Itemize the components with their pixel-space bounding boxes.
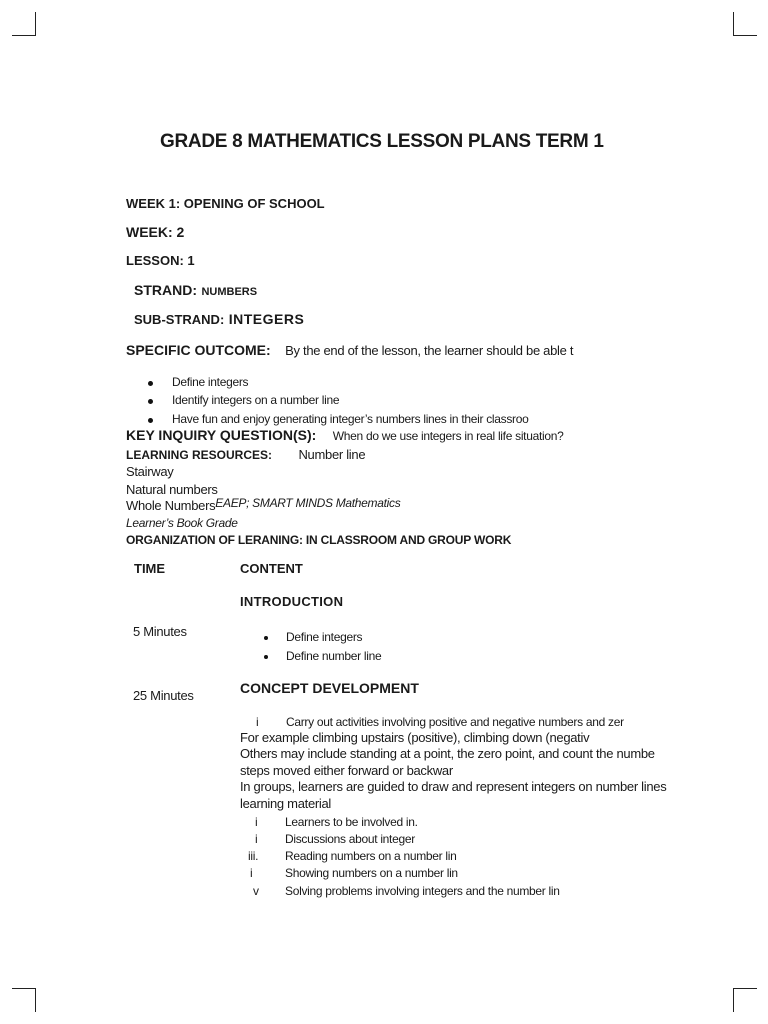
concept-list-item: Showing numbers on a number lin <box>285 866 458 880</box>
crop-mark-top-right <box>733 12 757 36</box>
substrand-value: INTEGERS <box>228 311 305 327</box>
bullet-icon <box>264 636 268 640</box>
outcome-item-1: Define integers <box>172 375 249 389</box>
intro-heading: INTRODUCTION <box>240 594 344 609</box>
concept-paragraph-line: steps moved either forward or backwar <box>240 763 453 778</box>
outcome-label: SPECIFIC OUTCOME: <box>126 342 271 358</box>
concept-list-numeral: iii. <box>248 849 259 863</box>
resource-book-1: EAEP; SMART MINDS Mathematics <box>215 496 401 510</box>
concept-list-numeral: v <box>253 884 259 898</box>
resource-book-2: Learner’s Book Grade <box>126 516 238 530</box>
intro-item-1: Define integers <box>286 630 363 644</box>
bullet-icon <box>264 655 268 659</box>
outcome-line <box>126 342 573 360</box>
resources-label: LEARNING RESOURCES: <box>126 448 273 462</box>
outcome-item-2: Identify integers on a number line <box>172 393 340 407</box>
concept-paragraph-line: learning material <box>240 796 332 811</box>
inquiry-line <box>126 427 564 445</box>
bullet-icon <box>148 381 153 386</box>
resources-line <box>126 446 365 464</box>
concept-paragraph-line: For example climbing upstairs (positive), climbing down (negativ <box>240 730 590 745</box>
concept-list-numeral: i <box>250 866 253 880</box>
strand-value: NUMBERS <box>201 286 258 298</box>
intro-time: 5 Minutes <box>133 624 187 639</box>
outcome-item-3: Have fun and enjoy generating integer’s numbers lines in their classroo <box>172 412 529 426</box>
bullet-icon <box>148 418 153 423</box>
page-title: GRADE 8 MATHEMATICS LESSON PLANS TERM 1 <box>160 131 604 152</box>
inquiry-text: When do we use integers in real life situation? <box>332 429 564 443</box>
concept-first-numeral: i <box>256 715 259 729</box>
crop-mark-bottom-left <box>12 988 36 1012</box>
strand-line <box>134 282 257 300</box>
week2-line: WEEK: 2 <box>126 224 185 240</box>
substrand-line <box>134 311 304 329</box>
outcome-text: By the end of the lesson, the learner should be able t <box>285 343 574 358</box>
resource-item: Whole Numbers <box>126 498 216 513</box>
substrand-label: SUB-STRAND: <box>134 312 225 327</box>
concept-heading: CONCEPT DEVELOPMENT <box>240 680 419 696</box>
crop-mark-bottom-right <box>733 988 757 1012</box>
concept-time: 25 Minutes <box>133 688 194 703</box>
col-time-header: TIME <box>134 561 166 576</box>
concept-list-item: Learners to be involved in. <box>285 815 418 829</box>
inquiry-label: KEY INQUIRY QUESTION(S): <box>126 427 317 443</box>
concept-first-item: Carry out activities involving positive and negative numbers and zer <box>286 715 624 729</box>
intro-item-2: Define number line <box>286 649 382 663</box>
concept-list-item: Solving problems involving integers and the number lin <box>285 884 560 898</box>
col-content-header: CONTENT <box>240 561 303 576</box>
concept-list-item: Reading numbers on a number lin <box>285 849 457 863</box>
concept-list-item: Discussions about integer <box>285 832 415 846</box>
crop-mark-top-left <box>12 12 36 36</box>
resource-item: Natural numbers <box>126 482 218 497</box>
concept-list-numeral: i <box>255 815 258 829</box>
resources-first: Number line <box>298 447 366 462</box>
bullet-icon <box>148 399 153 404</box>
strand-label: STRAND: <box>134 282 197 298</box>
week1-line: WEEK 1: OPENING OF SCHOOL <box>126 196 325 211</box>
concept-paragraph-line: Others may include standing at a point, the zero point, and count the numbe <box>240 746 655 761</box>
concept-list-numeral: i <box>255 832 258 846</box>
lesson-line: LESSON: 1 <box>126 253 195 268</box>
resource-item: Stairway <box>126 464 174 479</box>
organization-line: ORGANIZATION OF LERANING: IN CLASSROOM AND GROUP WORK <box>126 533 512 547</box>
resource-item-whole-numbers <box>126 497 400 515</box>
concept-paragraph-line: In groups, learners are guided to draw and represent integers on number lines <box>240 779 667 794</box>
